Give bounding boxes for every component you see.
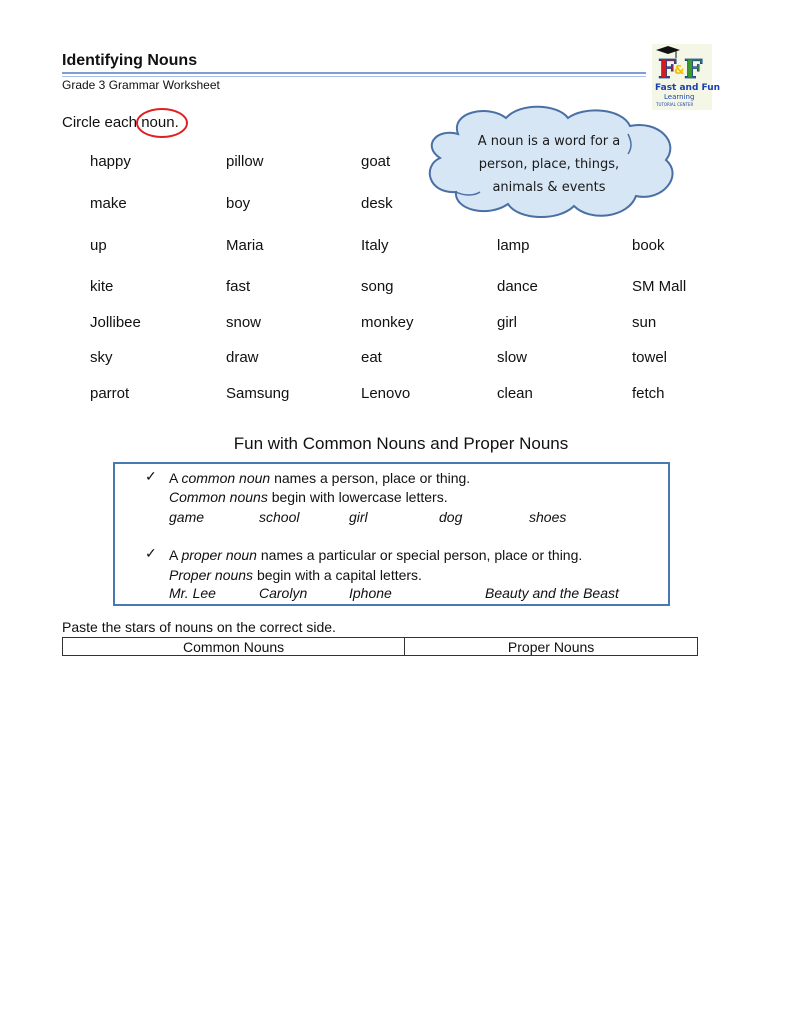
logo-text-center: TUTORIAL CENTER: [656, 102, 694, 107]
proper-example: Iphone: [349, 585, 392, 601]
word-choice[interactable]: parrot: [90, 385, 130, 402]
text: begin with a capital letters.: [253, 567, 422, 583]
word-choice[interactable]: lamp: [497, 237, 530, 254]
worksheet-title: Identifying Nouns: [62, 52, 198, 69]
word-choice[interactable]: monkey: [361, 314, 414, 331]
fast-and-fun-learning-logo: [652, 44, 721, 110]
svg-text:&: &: [674, 63, 685, 77]
word-choice[interactable]: towel: [632, 349, 668, 366]
common-nouns-column[interactable]: Common Nouns: [63, 638, 405, 656]
proper-example: Mr. Lee: [169, 585, 216, 601]
text: A: [169, 470, 182, 486]
cloud-line: A noun is a word for a: [477, 134, 621, 149]
proper-definition-line: [169, 547, 582, 563]
word-choice[interactable]: fetch: [632, 385, 665, 402]
word-choice[interactable]: girl: [497, 314, 518, 331]
cloud-line: animals & events: [492, 180, 606, 195]
word-choice[interactable]: kite: [90, 278, 114, 295]
cloud-line: person, place, things,: [478, 157, 620, 172]
proper-nouns-column[interactable]: Proper Nouns: [405, 638, 698, 656]
common-noun-term: common noun: [181, 470, 271, 486]
proper-example: Beauty and the Beast: [485, 585, 619, 601]
word-choice[interactable]: make: [90, 195, 127, 212]
word-choice[interactable]: SM Mall: [632, 278, 687, 295]
sorting-table: [62, 637, 698, 656]
check-mark-icon: ✓: [145, 545, 157, 561]
word-choice[interactable]: pillow: [226, 153, 264, 170]
word-choice[interactable]: sun: [632, 314, 657, 331]
word-choice[interactable]: snow: [226, 314, 262, 331]
section-title: Fun with Common Nouns and Proper Nouns: [233, 434, 569, 453]
word-choice[interactable]: draw: [226, 349, 259, 366]
common-example: girl: [349, 509, 368, 525]
svg-text:F: F: [658, 55, 677, 85]
common-example: dog: [439, 509, 463, 525]
instruction-noun-word: noun.: [141, 114, 179, 131]
logo-text-fast-and-fun: Fast and Fun: [655, 83, 721, 93]
red-circle-mark: [136, 108, 188, 138]
text: A: [169, 547, 182, 563]
word-choice[interactable]: Italy: [361, 237, 389, 254]
common-example: school: [259, 509, 300, 525]
worksheet-subtitle: Grade 3 Grammar Worksheet: [62, 78, 220, 92]
word-choice[interactable]: happy: [90, 153, 131, 170]
paste-instruction: Paste the stars of nouns on the correct side.: [62, 619, 336, 635]
word-choice[interactable]: slow: [497, 349, 528, 366]
word-choice[interactable]: Lenovo: [361, 385, 411, 402]
proper-rule-line: [169, 567, 422, 583]
word-choice[interactable]: Samsung: [226, 385, 290, 402]
word-choice[interactable]: Jollibee: [90, 314, 141, 331]
word-choice[interactable]: boy: [226, 195, 251, 212]
word-choice[interactable]: desk: [361, 195, 393, 212]
common-example: game: [169, 509, 205, 525]
word-choice[interactable]: song: [361, 278, 394, 295]
svg-text:F: F: [684, 55, 703, 85]
header-rule: [62, 72, 646, 74]
word-choice[interactable]: dance: [497, 278, 538, 295]
text: names a person, place or thing.: [270, 470, 471, 486]
word-choice[interactable]: clean: [497, 385, 533, 402]
proper-noun-term: proper noun: [181, 547, 257, 563]
word-choice[interactable]: fast: [226, 278, 251, 295]
header-rule-thin: [62, 76, 646, 77]
proper-example: Carolyn: [259, 585, 308, 601]
text: begin with lowercase letters.: [267, 489, 448, 505]
word-choice[interactable]: Maria: [226, 237, 264, 254]
common-example: shoes: [529, 509, 567, 525]
common-rule-line: [169, 489, 448, 505]
common-nouns-term: Common nouns: [169, 489, 268, 505]
text: names a particular or special person, place or thing.: [256, 547, 583, 563]
word-choice[interactable]: up: [90, 237, 107, 254]
logo-text-learning: Learning: [664, 93, 695, 101]
word-choice[interactable]: book: [632, 237, 665, 254]
common-definition-line: [169, 470, 470, 486]
cloud-definition: [438, 130, 660, 199]
check-mark-icon: ✓: [145, 468, 157, 484]
instruction-prefix: Circle each: [62, 114, 142, 131]
word-choice[interactable]: sky: [90, 349, 113, 366]
word-choice[interactable]: eat: [361, 349, 382, 366]
word-choice[interactable]: goat: [361, 153, 391, 170]
proper-nouns-term: Proper nouns: [169, 567, 254, 583]
